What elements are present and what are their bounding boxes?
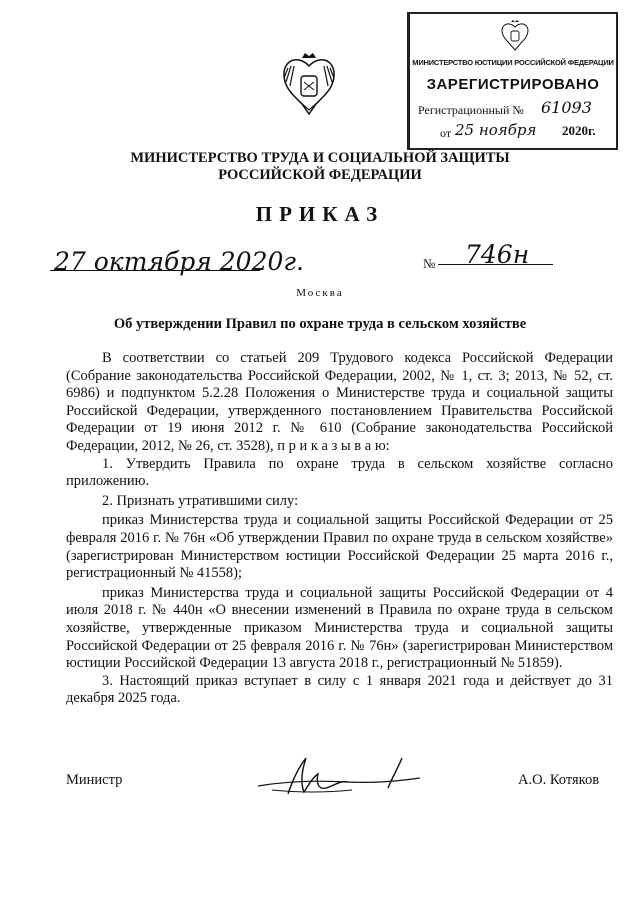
registration-stamp [407, 12, 618, 150]
order-date: 27 октября 2020г. [54, 247, 304, 276]
city: Москва [296, 287, 344, 299]
order-number: 746н [465, 240, 530, 269]
order-subject: Об утверждении Правил по охране труда в сельском хозяйстве [113, 316, 527, 332]
body-paragraph-item-3: 3. Настоящий приказ вступает в силу с 1 января 2021 года и действует до 31 декабря 2025 года. [66, 672, 613, 707]
stamp-registered-label: ЗАРЕГИСТРИРОВАНО [426, 76, 600, 93]
body-paragraph-item-2: 2. Признать утратившими силу: [102, 492, 299, 509]
ministry-heading [0, 150, 640, 184]
handwritten-signature [252, 752, 427, 802]
stamp-date-prefix: от [440, 126, 452, 140]
stamp-date-handwritten: 25 ноября [455, 121, 537, 139]
body-paragraph-preamble: В соответствии со статьей 209 Трудового кодекса Российской Федерации (Собрание законодательства Российской Федерации, 2002, № 1, ст. 3; 2013, № 52, ст. 6986) и подпунктом 5.2.28 Положения о Министерстве труда и социальной защиты Российской Федерации, утвержденного постановлением Правительства Российской Федерации от 19 июня 2012 г. № 610 (Собрание законодательства Российской Федерации, 2012, № 26, ст. 3528), п р и к а з ы в а ю: [66, 350, 613, 454]
date-underline [50, 270, 260, 271]
stamp-ministry-name: МИНИСТЕРСТВО ЮСТИЦИИ РОССИЙСКОЙ ФЕДЕРАЦИИ [412, 58, 614, 67]
body-paragraph-repealed-2: приказ Министерства труда и социальной защиты Российской Федерации от 4 июля 2018 г. № 440н «О внесении изменений в Правила по охране труда в сельском хозяйстве, утвержденные приказом Министерства труда и социальной защиты Российской Федерации от 25 февраля 2016 г. № 76н» (зарегистрирован Министерством юстиции Российской Федерации 13 августа 2018 г., регистрационный № 51859). [66, 584, 613, 672]
stamp-reg-label: Регистрационный № [418, 103, 524, 117]
ministry-line-2: РОССИЙСКОЙ ФЕДЕРАЦИИ [218, 167, 422, 183]
order-body [66, 350, 613, 708]
body-paragraph-item-1: 1. Утвердить Правила по охране труда в сельском хозяйстве согласно приложению. [66, 455, 613, 490]
coat-of-arms-icon [280, 52, 338, 118]
signatory-title: Министр [66, 772, 123, 788]
stamp-year: 2020г. [562, 123, 596, 138]
ministry-line-1: МИНИСТЕРСТВО ТРУДА И СОЦИАЛЬНОЙ ЗАЩИТЫ [130, 150, 510, 166]
stamp-coat-of-arms-icon [500, 20, 530, 52]
number-underline [438, 264, 553, 265]
body-paragraph-repealed-1: приказ Министерства труда и социальной защиты Российской Федерации от 25 февраля 2016 г. № 76н «Об утверждении Правил по охране труда в сельском хозяйстве» (зарегистрирован Министерством юстиции Российской Федерации 25 марта 2016 г., регистрационный № 41558); [66, 512, 613, 582]
order-title: ПРИКАЗ [255, 202, 385, 226]
stamp-reg-number: 61093 [541, 98, 592, 117]
order-number-label: № [423, 256, 436, 271]
signatory-name: А.О. Котяков [518, 772, 600, 788]
